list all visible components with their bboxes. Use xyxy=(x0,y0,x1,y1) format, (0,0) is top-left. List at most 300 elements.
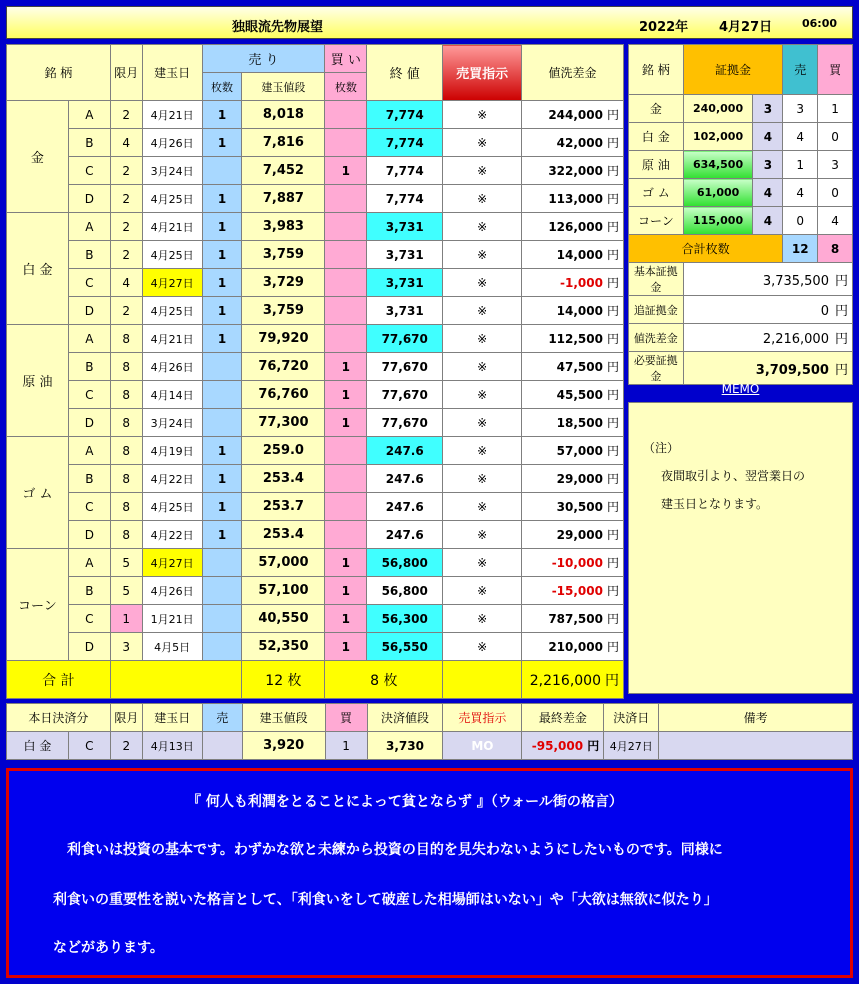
summary-row-extra xyxy=(629,296,853,324)
row-yen: 円 xyxy=(606,276,619,290)
row-instruction[interactable]: ※ xyxy=(443,185,522,213)
summary-row-basic xyxy=(629,263,853,296)
row-id: D xyxy=(68,409,110,437)
settle-col-10: 備考 xyxy=(659,704,853,732)
settle-note xyxy=(659,732,853,760)
row-open-price: 77,300 xyxy=(242,409,325,437)
row-open-price: 79,920 xyxy=(242,325,325,353)
row-month: 8 xyxy=(110,381,142,409)
row-diff: 113,000 xyxy=(548,192,603,206)
quote-line-2: 利食いは投資の基本です。わずかな欲と未練から投資の目的を見失わないようにしたいものです。同様に xyxy=(53,842,723,858)
settle-col-3: 売 xyxy=(202,704,242,732)
row-instruction[interactable]: ※ xyxy=(443,521,522,549)
totals-label: 合 計 xyxy=(7,661,111,699)
table-row xyxy=(7,129,624,157)
row-month: 2 xyxy=(110,241,142,269)
col-diff: 値洗差金 xyxy=(522,45,624,101)
row-diff-cell xyxy=(522,549,624,577)
table-row xyxy=(7,465,624,493)
row-date: 4月25日 xyxy=(142,493,202,521)
row-instruction[interactable]: ※ xyxy=(443,549,522,577)
row-yen: 円 xyxy=(606,220,619,234)
table-row xyxy=(7,353,624,381)
row-sell-qty xyxy=(202,381,242,409)
margin-row xyxy=(629,123,853,151)
row-close: 56,550 xyxy=(367,633,443,661)
row-open-price: 253.4 xyxy=(242,521,325,549)
row-close: 56,800 xyxy=(367,549,443,577)
row-close: 77,670 xyxy=(367,381,443,409)
row-diff-cell xyxy=(522,213,624,241)
row-month: 5 xyxy=(110,549,142,577)
row-diff-cell xyxy=(522,325,624,353)
row-diff: 29,000 xyxy=(556,528,603,542)
col-open-price: 建玉値段 xyxy=(242,73,325,101)
memo-box xyxy=(628,402,853,694)
margin-name: 金 xyxy=(629,95,684,123)
row-buy-qty: 1 xyxy=(325,605,367,633)
row-yen: 円 xyxy=(606,528,619,542)
row-diff-cell xyxy=(522,353,624,381)
row-yen: 円 xyxy=(606,584,619,598)
margin-amount: 115,000 xyxy=(683,207,753,235)
settle-col-4: 建玉値段 xyxy=(242,704,325,732)
count-label: 合計枚数 xyxy=(629,235,783,263)
margin-units: 3 xyxy=(753,95,783,123)
row-close: 77,670 xyxy=(367,409,443,437)
summary-value-wash: 2,216,000 xyxy=(762,332,829,347)
settle-col-6: 決済値段 xyxy=(367,704,443,732)
row-diff: 787,500 xyxy=(548,612,603,626)
settle-col-0: 本日決済分 xyxy=(7,704,111,732)
col-name: 銘 柄 xyxy=(7,45,111,101)
settle-diff-cell xyxy=(522,732,604,760)
row-close: 56,300 xyxy=(367,605,443,633)
row-yen: 円 xyxy=(606,640,619,654)
row-id: D xyxy=(68,185,110,213)
row-open-price: 57,100 xyxy=(242,577,325,605)
row-open-price: 253.7 xyxy=(242,493,325,521)
row-date: 4月26日 xyxy=(142,577,202,605)
row-month: 8 xyxy=(110,437,142,465)
summary-label-extra: 追証拠金 xyxy=(629,296,684,324)
row-date: 1月21日 xyxy=(142,605,202,633)
totals-yen: 円 xyxy=(605,672,619,689)
summary-value-basic: 3,735,500 xyxy=(762,273,829,289)
margin-row xyxy=(629,207,853,235)
row-date: 4月14日 xyxy=(142,381,202,409)
row-buy-qty xyxy=(325,521,367,549)
row-buy-qty: 1 xyxy=(325,381,367,409)
row-buy-qty xyxy=(325,101,367,129)
col-close: 終 値 xyxy=(367,45,443,101)
row-date: 4月25日 xyxy=(142,185,202,213)
margin-col-buy: 買 xyxy=(818,45,853,95)
memo-line-2: 夜間取引より、翌営業日の xyxy=(661,469,806,483)
row-open-price: 253.4 xyxy=(242,465,325,493)
row-instruction[interactable]: ※ xyxy=(443,437,522,465)
settle-sell xyxy=(202,732,242,760)
row-month: 4 xyxy=(110,129,142,157)
row-yen: 円 xyxy=(606,444,619,458)
margin-amount: 634,500 xyxy=(683,151,753,179)
row-id: B xyxy=(68,353,110,381)
table-row xyxy=(7,325,624,353)
margin-sell: 1 xyxy=(783,151,818,179)
row-id: B xyxy=(68,465,110,493)
margin-amount: 240,000 xyxy=(683,95,753,123)
summary-label-wash: 値洗差金 xyxy=(629,324,684,352)
quote-box xyxy=(6,768,853,978)
row-id: C xyxy=(68,269,110,297)
row-yen: 円 xyxy=(606,164,619,178)
row-date: 4月5日 xyxy=(142,633,202,661)
col-instruction: 売買指示 xyxy=(443,45,522,101)
row-diff: 126,000 xyxy=(548,220,603,234)
row-close: 7,774 xyxy=(367,101,443,129)
row-date: 3月24日 xyxy=(142,157,202,185)
group-name: ゴ ム xyxy=(7,437,69,549)
row-instruction[interactable]: ※ xyxy=(443,493,522,521)
summary-value-cell-basic xyxy=(683,263,852,296)
row-instruction[interactable]: ※ xyxy=(443,157,522,185)
row-id: B xyxy=(68,129,110,157)
row-instruction[interactable]: ※ xyxy=(443,213,522,241)
col-month: 限月 xyxy=(110,45,142,101)
row-buy-qty: 1 xyxy=(325,633,367,661)
row-yen: 円 xyxy=(606,500,619,514)
group-name: 白 金 xyxy=(7,213,69,325)
row-yen: 円 xyxy=(606,136,619,150)
settle-date: 4月13日 xyxy=(142,732,202,760)
row-diff-cell xyxy=(522,157,624,185)
row-instruction[interactable]: ※ xyxy=(443,241,522,269)
settle-col-9: 決済日 xyxy=(604,704,659,732)
margin-name: コーン xyxy=(629,207,684,235)
row-id: A xyxy=(68,549,110,577)
row-sell-qty: 1 xyxy=(202,129,242,157)
row-diff: 210,000 xyxy=(548,640,603,654)
page-title: 独眼流先物展望 xyxy=(232,20,324,35)
settle-col-5: 買 xyxy=(325,704,367,732)
margin-buy: 0 xyxy=(818,179,853,207)
row-diff: -1,000 xyxy=(560,276,603,290)
table-row xyxy=(7,633,624,661)
row-diff-cell xyxy=(522,493,624,521)
row-date: 3月24日 xyxy=(142,409,202,437)
row-month: 5 xyxy=(110,577,142,605)
margin-units: 3 xyxy=(753,151,783,179)
row-diff: 112,500 xyxy=(548,332,603,346)
summary-yen-basic: 円 xyxy=(834,273,848,289)
row-month: 4 xyxy=(110,269,142,297)
title-bar xyxy=(6,6,853,39)
row-date: 4月22日 xyxy=(142,521,202,549)
settle-col-8: 最終差金 xyxy=(522,704,604,732)
row-month: 8 xyxy=(110,409,142,437)
memo-link[interactable]: MEMO xyxy=(721,382,760,396)
row-buy-qty: 1 xyxy=(325,157,367,185)
summary-value-cell-wash xyxy=(683,324,852,352)
positions-table xyxy=(6,44,624,699)
settlement-table xyxy=(6,703,853,760)
margin-name: ゴ ム xyxy=(629,179,684,207)
table-row xyxy=(7,101,624,129)
margin-amount: 102,000 xyxy=(683,123,753,151)
row-diff: 14,000 xyxy=(556,304,603,318)
row-sell-qty: 1 xyxy=(202,493,242,521)
margin-buy: 1 xyxy=(818,95,853,123)
row-sell-qty: 1 xyxy=(202,521,242,549)
row-id: A xyxy=(68,213,110,241)
row-yen: 円 xyxy=(606,192,619,206)
header-year: 2022年 xyxy=(639,20,689,35)
table-row xyxy=(7,381,624,409)
row-buy-qty xyxy=(325,213,367,241)
row-instruction[interactable]: ※ xyxy=(443,381,522,409)
row-sell-qty xyxy=(202,353,242,381)
row-sell-qty: 1 xyxy=(202,297,242,325)
summary-value-extra: 0 xyxy=(820,304,829,319)
table-row xyxy=(7,297,624,325)
row-buy-qty xyxy=(325,437,367,465)
settle-yen: 円 xyxy=(587,739,600,753)
row-close: 7,774 xyxy=(367,185,443,213)
margin-units: 4 xyxy=(753,123,783,151)
row-yen: 円 xyxy=(606,108,619,122)
margin-amount: 61,000 xyxy=(683,179,753,207)
summary-yen-need: 円 xyxy=(834,362,848,378)
row-open-price: 8,018 xyxy=(242,101,325,129)
settle-month: 2 xyxy=(110,732,142,760)
row-id: A xyxy=(68,325,110,353)
row-close: 3,731 xyxy=(367,241,443,269)
row-date: 4月21日 xyxy=(142,325,202,353)
row-diff: -10,000 xyxy=(551,556,603,570)
row-sell-qty: 1 xyxy=(202,325,242,353)
row-diff-cell xyxy=(522,465,624,493)
settle-buy: 1 xyxy=(325,732,367,760)
settle-diff: -95,000 xyxy=(531,739,584,753)
row-open-price: 7,816 xyxy=(242,129,325,157)
row-open-price: 7,887 xyxy=(242,185,325,213)
row-diff-cell xyxy=(522,409,624,437)
row-date: 4月22日 xyxy=(142,465,202,493)
totals-sell: 12 枚 xyxy=(242,661,325,699)
row-open-price: 76,720 xyxy=(242,353,325,381)
row-open-price: 7,452 xyxy=(242,157,325,185)
summary-label-basic: 基本証拠金 xyxy=(629,263,684,296)
row-diff-cell xyxy=(522,605,624,633)
row-diff: 57,000 xyxy=(556,444,603,458)
margin-units: 4 xyxy=(753,179,783,207)
count-buy: 8 xyxy=(818,235,853,263)
row-sell-qty: 1 xyxy=(202,465,242,493)
row-diff-cell xyxy=(522,241,624,269)
margin-buy: 4 xyxy=(818,207,853,235)
row-id: B xyxy=(68,577,110,605)
table-row xyxy=(7,157,624,185)
row-buy-qty xyxy=(325,465,367,493)
row-month: 8 xyxy=(110,493,142,521)
row-instruction[interactable]: ※ xyxy=(443,409,522,437)
row-diff-cell xyxy=(522,633,624,661)
row-id: A xyxy=(68,437,110,465)
memo-line-1: （注） xyxy=(643,441,680,455)
row-id: B xyxy=(68,241,110,269)
row-diff-cell xyxy=(522,185,624,213)
row-instruction[interactable]: ※ xyxy=(443,269,522,297)
row-instruction[interactable]: ※ xyxy=(443,297,522,325)
margin-col-sell: 売 xyxy=(783,45,818,95)
row-open-price: 52,350 xyxy=(242,633,325,661)
row-month: 2 xyxy=(110,101,142,129)
row-diff: 322,000 xyxy=(548,164,603,178)
table-row xyxy=(7,185,624,213)
margin-count-row xyxy=(629,235,853,263)
row-sell-qty: 1 xyxy=(202,269,242,297)
row-diff-cell xyxy=(522,269,624,297)
row-open-price: 57,000 xyxy=(242,549,325,577)
totals-buy: 8 枚 xyxy=(325,661,443,699)
row-month: 1 xyxy=(110,605,142,633)
row-instruction[interactable]: ※ xyxy=(443,129,522,157)
row-month: 2 xyxy=(110,213,142,241)
header-date: 4月27日 xyxy=(719,20,773,35)
margin-buy: 3 xyxy=(818,151,853,179)
count-sell: 12 xyxy=(783,235,818,263)
settle-date-done: 4月27日 xyxy=(604,732,659,760)
row-date: 4月26日 xyxy=(142,129,202,157)
margin-row xyxy=(629,151,853,179)
row-buy-qty xyxy=(325,325,367,353)
quote-line-3: 利食いの重要性を説いた格言として、「利食いをして破産した相場師はいない」や「大欲は無欲に似たり」 xyxy=(53,892,718,908)
margin-sell: 4 xyxy=(783,179,818,207)
col-buy: 買 い xyxy=(325,45,367,73)
settle-price: 3,920 xyxy=(242,732,325,760)
row-sell-qty: 1 xyxy=(202,241,242,269)
row-close: 77,670 xyxy=(367,325,443,353)
totals-spacer xyxy=(110,661,242,699)
row-open-price: 3,759 xyxy=(242,241,325,269)
settle-instruction: MO xyxy=(443,732,522,760)
row-sell-qty xyxy=(202,577,242,605)
row-id: A xyxy=(68,101,110,129)
table-row xyxy=(7,493,624,521)
row-id: C xyxy=(68,493,110,521)
settle-id: C xyxy=(68,732,110,760)
row-close: 77,670 xyxy=(367,353,443,381)
row-yen: 円 xyxy=(606,556,619,570)
row-date: 4月26日 xyxy=(142,353,202,381)
row-sell-qty xyxy=(202,157,242,185)
table-row xyxy=(7,605,624,633)
totals-diff: 2,216,000 xyxy=(529,672,601,689)
totals-diff-cell xyxy=(522,661,624,699)
margin-sell: 3 xyxy=(783,95,818,123)
margin-table xyxy=(628,44,853,385)
col-buy-qty: 枚数 xyxy=(325,73,367,101)
row-open-price: 259.0 xyxy=(242,437,325,465)
col-open-date: 建玉日 xyxy=(142,45,202,101)
margin-col-name: 銘 柄 xyxy=(629,45,684,95)
row-instruction[interactable]: ※ xyxy=(443,353,522,381)
group-name: 金 xyxy=(7,101,69,213)
table-row xyxy=(7,269,624,297)
row-date: 4月27日 xyxy=(142,549,202,577)
row-yen: 円 xyxy=(606,304,619,318)
summary-label-need: 必要証拠金 xyxy=(629,352,684,385)
settle-col-1: 限月 xyxy=(110,704,142,732)
row-instruction[interactable]: ※ xyxy=(443,633,522,661)
row-instruction[interactable]: ※ xyxy=(443,605,522,633)
margin-sell: 0 xyxy=(783,207,818,235)
row-yen: 円 xyxy=(606,332,619,346)
row-diff-cell xyxy=(522,101,624,129)
row-instruction[interactable]: ※ xyxy=(443,325,522,353)
row-month: 8 xyxy=(110,353,142,381)
settle-col-2: 建玉日 xyxy=(142,704,202,732)
row-instruction[interactable]: ※ xyxy=(443,101,522,129)
row-date: 4月21日 xyxy=(142,101,202,129)
row-diff: 45,500 xyxy=(556,388,603,402)
row-sell-qty xyxy=(202,549,242,577)
settle-col-7: 売買指示 xyxy=(443,704,522,732)
row-buy-qty: 1 xyxy=(325,577,367,605)
table-row xyxy=(7,213,624,241)
row-month: 8 xyxy=(110,465,142,493)
row-instruction[interactable]: ※ xyxy=(443,465,522,493)
row-month: 2 xyxy=(110,297,142,325)
row-date: 4月21日 xyxy=(142,213,202,241)
group-name: 原 油 xyxy=(7,325,69,437)
row-sell-qty: 1 xyxy=(202,213,242,241)
row-diff: 18,500 xyxy=(556,416,603,430)
margin-name: 原 油 xyxy=(629,151,684,179)
row-diff-cell xyxy=(522,297,624,325)
summary-yen-wash: 円 xyxy=(834,332,848,347)
row-date: 4月25日 xyxy=(142,297,202,325)
row-diff: 14,000 xyxy=(556,248,603,262)
row-open-price: 3,729 xyxy=(242,269,325,297)
row-open-price: 3,983 xyxy=(242,213,325,241)
table-row xyxy=(7,577,624,605)
row-diff: -15,000 xyxy=(551,584,603,598)
quote-line-1: 『 何人も利潤をとることによって貧とならず 』（ウォール街の格言） xyxy=(187,794,623,810)
row-id: D xyxy=(68,521,110,549)
col-sell: 売 り xyxy=(202,45,325,73)
row-buy-qty xyxy=(325,297,367,325)
row-buy-qty xyxy=(325,493,367,521)
row-close: 3,731 xyxy=(367,213,443,241)
row-id: C xyxy=(68,381,110,409)
row-close: 247.6 xyxy=(367,437,443,465)
row-month: 2 xyxy=(110,157,142,185)
row-yen: 円 xyxy=(606,416,619,430)
row-sell-qty: 1 xyxy=(202,101,242,129)
row-instruction[interactable]: ※ xyxy=(443,577,522,605)
row-sell-qty xyxy=(202,409,242,437)
row-buy-qty xyxy=(325,269,367,297)
row-date: 4月27日 xyxy=(142,269,202,297)
row-buy-qty xyxy=(325,241,367,269)
group-name: コーン xyxy=(7,549,69,661)
row-sell-qty: 1 xyxy=(202,185,242,213)
summary-value-need: 3,709,500 xyxy=(755,362,829,378)
row-diff: 47,500 xyxy=(556,360,603,374)
row-buy-qty: 1 xyxy=(325,409,367,437)
settle-settle-price: 3,730 xyxy=(367,732,443,760)
